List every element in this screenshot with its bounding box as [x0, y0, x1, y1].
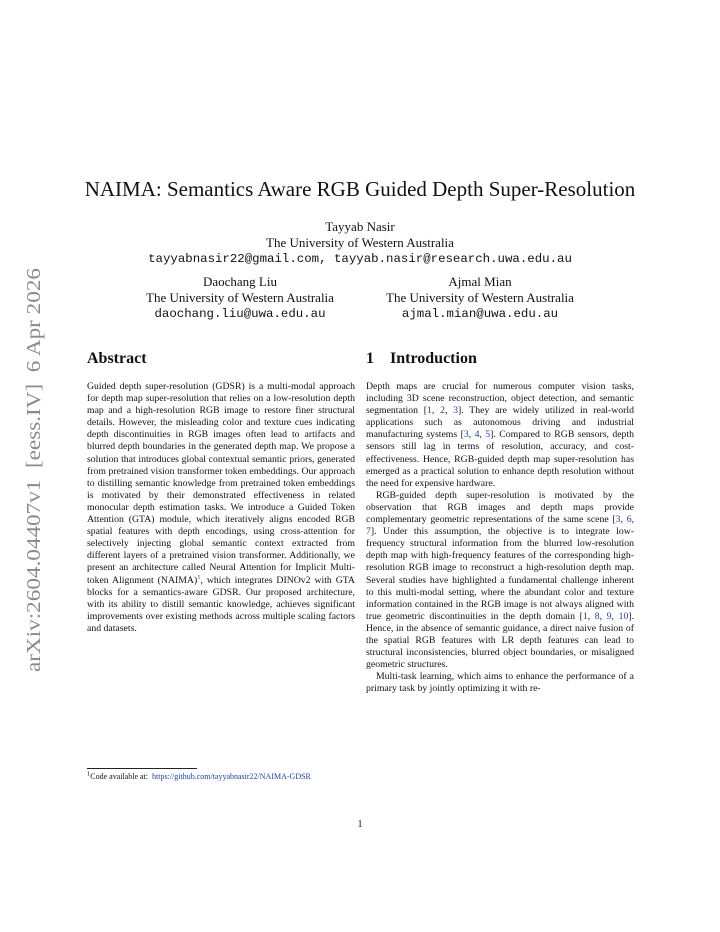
- author-affiliation: The University of Western Australia: [266, 235, 454, 250]
- author-name: Tayyab Nasir: [325, 219, 395, 234]
- citation-link[interactable]: 4: [474, 429, 480, 441]
- citation-link[interactable]: 6: [626, 514, 632, 526]
- section-title: Introduction: [390, 350, 477, 367]
- footnote: [87, 772, 355, 782]
- citation-link[interactable]: 5: [485, 429, 491, 441]
- abstract-body: [87, 381, 355, 635]
- arxiv-stamp-text: arXiv:2604.04407v1 [eess.IV] 6 Apr 2026: [23, 314, 45, 672]
- page-number: 1: [357, 819, 363, 830]
- citation-link[interactable]: 3: [453, 405, 459, 417]
- citation-link[interactable]: 3: [615, 514, 621, 526]
- citation-link[interactable]: 1: [582, 610, 588, 622]
- code-url-link[interactable]: https://github.com/tayyabnasir22/NAIMA-GDSR: [152, 772, 311, 781]
- citation-link[interactable]: 1: [427, 405, 432, 417]
- section-number: 1: [366, 350, 374, 367]
- citation-link[interactable]: 7: [366, 526, 371, 538]
- citation-link[interactable]: 2: [440, 405, 445, 417]
- arxiv-stamp: [10, 260, 50, 680]
- citation-link[interactable]: 8: [594, 610, 600, 622]
- author-name: Daochang Liu: [202, 274, 277, 289]
- paragraph: Multi-task learning, which aims to enhance the performance of a primary task by jointly optimizing it with re-: [366, 671, 634, 695]
- paragraph: RGB-guided depth super-resolution is motivated by the observation that RGB images and depth maps provide complementary geometric representations of the same scene [3, 6, 7]. Under this assumption, the objective is to integrate low-frequency structural information from the blurred low-resolution depth map with high-frequency features of the corresponding high-resolution RGB image to reconstruct a high-resolution depth map. Several studies have highlighted a fundamental challenge inherent to this multi-modal setting, where the abundant color and texture information contained in the RGB image is not always aligned with true geometric discontinuities in the depth domain [1, 8, 9, 10]. Hence, in the absence of semantic guidance, a direct naive fusion of the spatial RGB features with LR depth features can lead to structural inconsistencies, blurred object boundaries, or misaligned geometric structures.: [366, 489, 635, 671]
- author-email: tayyabnasir22@gmail.com, tayyab.nasir@research.uwa.edu.au: [148, 252, 572, 266]
- author-block-3: [370, 274, 590, 322]
- abstract-text: Guided depth super-resolution (GDSR) is a multi-modal approach for depth map super-resolution that relies on a low-resolution depth map and a high-resolution RGB image to restore finer structural details. However, the misleading color and texture cues indicating depth discontinuities in RGB images often lead to artifacts and blurred depth boundaries in the generated depth map. We propose a solution that introduces global contextual semantic priors, generated from pretrained vision transformer token embeddings. Our approach to distilling semantic knowledge from pretrained token embeddings is motivated by their demonstrated effectiveness in related monocular depth estimation tasks. We introduce a Guided Token Attention (GTA) module, which iteratively aligns encoded RGB spatial features with depth encodings, using cross-attention for selectively injecting global semantic context extracted from different layers of a pretrained vision transformer. Additionally, we present an architecture called Neural Attention for Implicit Multi-token Alignment (NAIMA): [87, 381, 355, 586]
- author-block-2: [130, 274, 350, 322]
- footnote-rule: [87, 768, 197, 769]
- citation-link[interactable]: 10: [618, 610, 629, 622]
- author-affiliation: The University of Western Australia: [386, 290, 574, 305]
- footnote-marker[interactable]: 1: [197, 573, 201, 581]
- footnote-label: Code available at:: [90, 772, 149, 781]
- abstract-heading: Abstract: [87, 350, 147, 367]
- introduction-body: [366, 381, 634, 695]
- citation-link[interactable]: 3: [463, 429, 469, 441]
- introduction-heading: [366, 350, 477, 368]
- citation-link[interactable]: 9: [606, 610, 612, 622]
- author-block-1: [0, 219, 720, 267]
- author-name: Ajmal Mian: [448, 274, 512, 289]
- author-email: daochang.liu@uwa.edu.au: [154, 307, 326, 321]
- abstract-text: , which integrates DINOv2 with GTA blocks for a semantics-aware GDSR. Our proposed architecture, with its ability to distill semantic knowledge, achieves significant improvements over existing methods across multiple scaling factors and datasets.: [87, 574, 355, 634]
- footnote-number: 1: [87, 770, 91, 778]
- paragraph: Depth maps are crucial for numerous computer vision tasks, including 3D scene reconstruction, object detection, and semantic segmentation [1, 2, 3]. They are widely utilized in real-world applications such as autonomous driving and industrial manufacturing systems [3, 4, 5]. Compared to RGB sensors, depth sensors still lag in terms of resolution, accuracy, and cost-effectiveness. Hence, RGB-guided depth map super-resolution has emerged as a practical solution to enhance depth resolution without the need for expensive hardware.: [366, 381, 635, 489]
- author-affiliation: The University of Western Australia: [146, 290, 334, 305]
- paper-title: NAIMA: Semantics Aware RGB Guided Depth Super-Resolution: [84, 177, 636, 201]
- author-email: ajmal.mian@uwa.edu.au: [401, 307, 559, 321]
